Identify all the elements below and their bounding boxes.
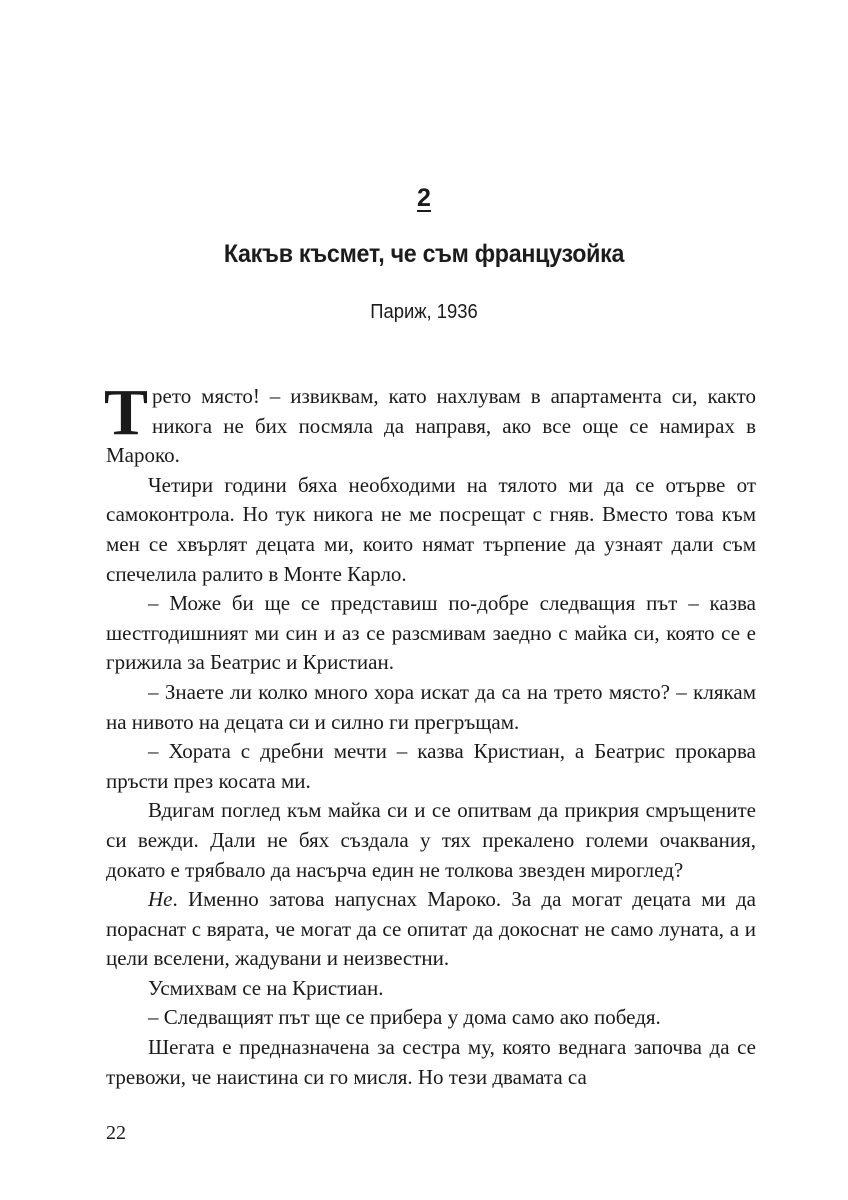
place-date: Париж, 1936 bbox=[370, 301, 478, 323]
emphasis: Не bbox=[148, 887, 173, 912]
paragraph-text: – Хората с дребни мечти – казва Кристиан, а Беатрис прокарва пръсти през косата ми. bbox=[106, 739, 756, 793]
paragraph bbox=[106, 796, 756, 885]
paragraph-text: рето място! – извиквам, като нахлувам в апартамента си, както никога не бих посмяла да направя, ако все още се намирах в Мароко. bbox=[106, 384, 756, 468]
chapter-title: Какъв късмет, че съм французойка bbox=[223, 240, 625, 268]
paragraph-text: Четири години бяха необходими на тялото ми да се отърве от самоконтрола. Но тук никога не ме посрещат с гняв. Вместо това към мен се хвърлят децата ми, които нямат търпение да узнаят дали съм спечелила ралито в Монте Карло. bbox=[106, 472, 756, 586]
chapter-number bbox=[0, 184, 848, 213]
paragraph-text: Усмихвам се на Кристиан. bbox=[148, 975, 384, 1000]
paragraph-text: – Може би ще се представиш по-добре следващия път – казва шестгодишният ми син и аз се разсмивам заедно с майка си, която се е грижила за Беатрис и Кристиан. bbox=[106, 591, 756, 675]
paragraph bbox=[106, 885, 756, 974]
paragraph bbox=[106, 737, 756, 796]
paragraph-text: . Именно затова напуснах Мароко. За да могат децата ми да пораснат с вярата, че могат да се опитат да докоснат не само луната, а и цели вселени, жадувани и неизвестни. bbox=[106, 887, 756, 971]
paragraph-text: – Следващият път ще се прибера у дома само ако победя. bbox=[148, 1005, 661, 1030]
drop-cap: Т bbox=[104, 376, 149, 449]
paragraph bbox=[106, 1003, 756, 1033]
paragraph bbox=[106, 678, 756, 737]
paragraph bbox=[106, 471, 756, 589]
paragraph-text: Вдигам поглед към майка си и се опитвам да прикрия смръщените си вежди. Дали не бях създала у тях прекалено големи очаквания, докато е трябвало да насърча един не толкова звезден мироглед? bbox=[106, 798, 756, 882]
chapter-number-text: 2 bbox=[417, 184, 431, 212]
page-number: 22 bbox=[106, 1122, 126, 1144]
paragraph bbox=[104, 376, 756, 471]
paragraph bbox=[106, 589, 756, 678]
paragraph bbox=[106, 1033, 756, 1092]
body-text bbox=[104, 376, 756, 1092]
paragraph bbox=[106, 974, 756, 1004]
paragraph-text: Шегата е предназначена за сестра му, която веднага започва да се тревожи, че наистина си го мисля. Но тези двамата са bbox=[106, 1035, 756, 1089]
paragraph-text: – Знаете ли колко много хора искат да са на трето място? – клякам на нивото на децата си и силно ги прегръщам. bbox=[106, 679, 756, 734]
